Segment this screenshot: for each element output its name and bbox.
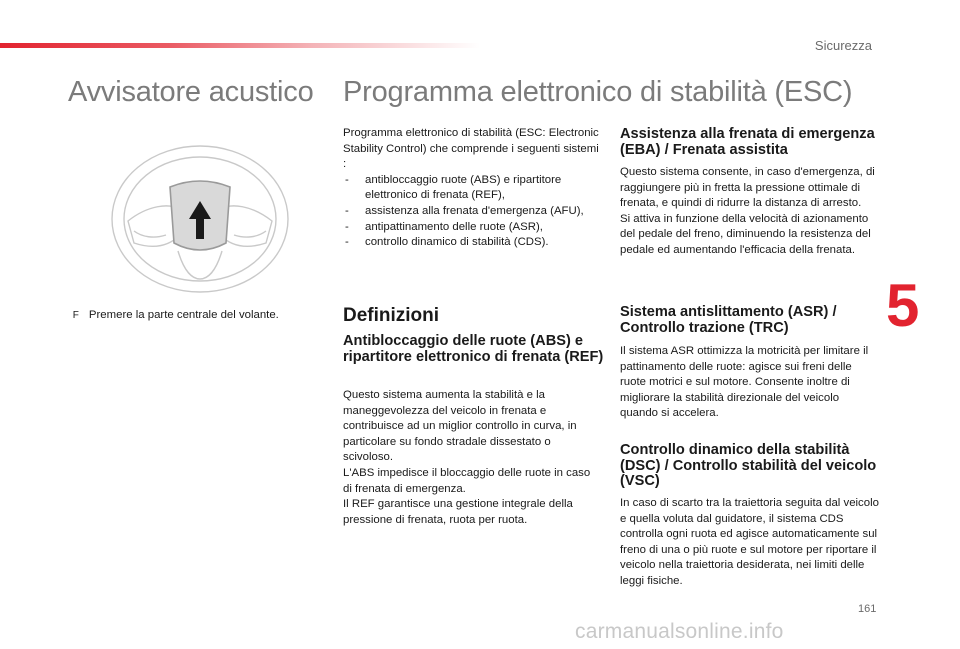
horn-instruction bbox=[70, 308, 279, 324]
steering-wheel-illustration bbox=[108, 143, 292, 295]
esc-intro-block bbox=[343, 126, 605, 251]
wheel-control-left bbox=[134, 231, 166, 237]
horn-instruction-text: Premere la parte centrale del volante. bbox=[88, 309, 279, 321]
list-item: - antibloccaggio ruote (ABS) e ripartitore elettronico di frenata (REF), bbox=[343, 173, 605, 204]
dsc-text-1: In caso di scarto tra la traiettoria seguita dal veicolo e quella voluta dal guidatore, il sistema CDS controlla ogni ruota ed agisce automaticamente sul freno di una o più ruote e sul motore per riportare il veicolo nella traiettoria desiderata, nei limiti delle leggi fisiche. bbox=[620, 497, 879, 587]
abs-text-3: Il REF garantisce una gestione integrale della pressione di frenata, ruota per ruota. bbox=[343, 498, 573, 526]
asr-body bbox=[620, 344, 878, 422]
watermark-text: carmanualsonline.info bbox=[575, 620, 784, 643]
dsc-heading: Controllo dinamico della stabilità (DSC) / Controllo stabilità del veicolo (VSC) bbox=[620, 442, 877, 489]
dsc-body bbox=[620, 496, 882, 590]
list-item: - antipattinamento delle ruote (ASR), bbox=[343, 220, 605, 236]
page-number: 161 bbox=[858, 603, 877, 615]
definitions-heading: Definizioni bbox=[343, 305, 440, 326]
header-accent-bar bbox=[0, 43, 480, 48]
eba-body bbox=[620, 165, 878, 259]
asr-text-1: Il sistema ASR ottimizza la motricità per limitare il pattinamento delle ruote: agisce sui freni delle ruote motrici e sul motore. Consente inoltre di migliorare la stabilità direzionale del veicolo quando si accelera. bbox=[620, 345, 869, 420]
esc-title: Programma elettronico di stabilità (ESC) bbox=[343, 76, 853, 108]
esc-systems-list bbox=[343, 173, 605, 251]
abs-text-2: L'ABS impedisce il bloccaggio delle ruote in caso di frenata di emergenza. bbox=[343, 466, 591, 495]
chapter-number: 5 bbox=[886, 272, 920, 339]
eba-heading: Assistenza alla frenata di emergenza (EBA) / Frenata assistita bbox=[620, 126, 875, 158]
section-title: Sicurezza bbox=[814, 38, 872, 53]
horn-title: Avvisatore acustico bbox=[68, 76, 314, 108]
abs-body bbox=[343, 388, 601, 528]
eba-text-2: Si attiva in funzione della velocità di azionamento del pedale del freno, diminuendo la resistenza del pedale ed aumentando l'efficacia della frenata. bbox=[620, 212, 871, 256]
abs-text-1: Questo sistema aumenta la stabilità e la maneggevolezza del veicolo in frenata e contribuisce ad un miglior controllo in curva, in particolare su fondo stradale dissestato o scivoloso. bbox=[343, 389, 577, 464]
list-item: - controllo dinamico di stabilità (CDS). bbox=[343, 235, 605, 251]
esc-intro-text: Programma elettronico di stabilità (ESC: Electronic Stability Control) che comprende i seguenti sistemi : bbox=[343, 127, 599, 171]
instruction-bullet-icon: F bbox=[70, 310, 79, 321]
list-item: - assistenza alla frenata d'emergenza (AFU), bbox=[343, 204, 605, 220]
wheel-spoke-bottom bbox=[178, 251, 222, 279]
abs-heading: Antibloccaggio delle ruote (ABS) e ripartitore elettronico di frenata (REF) bbox=[343, 333, 604, 365]
eba-text-1: Questo sistema consente, in caso d'emergenza, di raggiungere più in fretta la pressione ottimale di frenata, e quindi di ridurre la distanza di arresto. bbox=[620, 166, 875, 210]
asr-heading: Sistema antislittamento (ASR) / Controllo trazione (TRC) bbox=[620, 304, 837, 336]
wheel-control-right bbox=[234, 231, 266, 237]
